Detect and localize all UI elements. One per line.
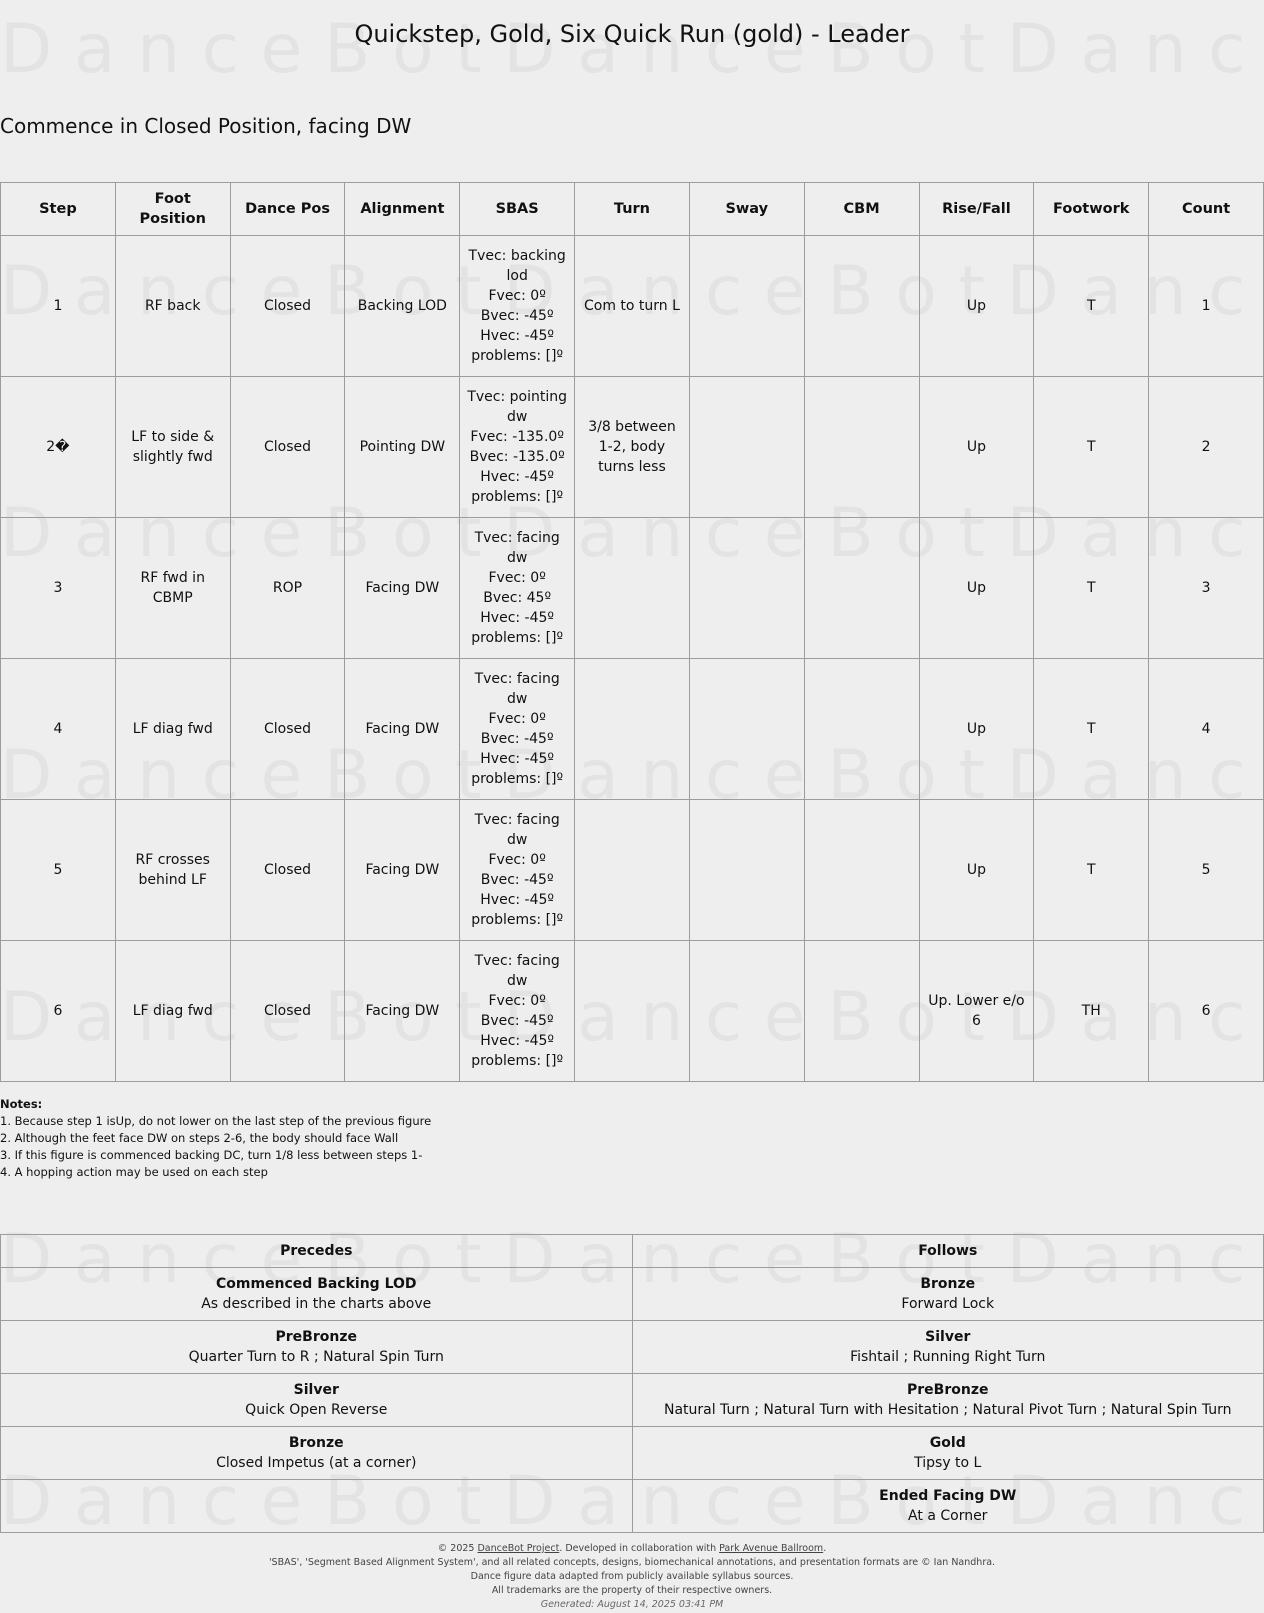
follows-cell bbox=[632, 1480, 1264, 1533]
sway-cell bbox=[689, 236, 804, 377]
foot-position-cell: LF to side & slightly fwd bbox=[115, 377, 230, 518]
footwork-cell: TH bbox=[1034, 941, 1149, 1082]
dance-pos-cell: Closed bbox=[230, 800, 345, 941]
sbas-bvec: Bvec: 45º bbox=[483, 590, 552, 606]
sbas-hvec: Hvec: -45º bbox=[480, 1033, 555, 1049]
sway-cell bbox=[689, 518, 804, 659]
step-cell: 2� bbox=[1, 377, 116, 518]
sbas-fvec: Fvec: 0º bbox=[488, 711, 546, 727]
notes-heading: Notes: bbox=[0, 1097, 43, 1111]
sbas-hvec: Hvec: -45º bbox=[480, 751, 555, 767]
sbas-tvec: Tvec: pointing dw bbox=[467, 389, 567, 425]
cbm-cell bbox=[804, 236, 919, 377]
footwork-cell: T bbox=[1034, 236, 1149, 377]
table-row bbox=[1, 659, 1264, 800]
note-item: 2. Although the feet face DW on steps 2-6, the body should face Wall bbox=[0, 1131, 399, 1145]
column-header-follows: Follows bbox=[632, 1235, 1264, 1268]
count-cell: 1 bbox=[1149, 236, 1264, 377]
sbas-problems: problems: []º bbox=[471, 912, 564, 928]
column-header-count: Count bbox=[1149, 183, 1264, 236]
follows-group: Bronze bbox=[920, 1276, 976, 1292]
follows-cell bbox=[632, 1321, 1264, 1374]
dance-pos-cell: Closed bbox=[230, 236, 345, 377]
cbm-cell bbox=[804, 659, 919, 800]
sbas-bvec: Bvec: -135.0º bbox=[469, 449, 565, 465]
table-row bbox=[1, 236, 1264, 377]
sbas-tvec: Tvec: facing dw bbox=[474, 953, 560, 989]
commence-heading: Commence in Closed Position, facing DW bbox=[0, 114, 412, 138]
footer-line-source: Dance figure data adapted from publicly available syllabus sources. bbox=[470, 1571, 794, 1582]
cbm-cell bbox=[804, 377, 919, 518]
alignment-cell: Backing LOD bbox=[345, 236, 460, 377]
precedes-cell bbox=[1, 1374, 633, 1427]
footer bbox=[0, 1542, 1264, 1612]
follows-cell bbox=[632, 1268, 1264, 1321]
follows-group: PreBronze bbox=[907, 1382, 989, 1398]
footer-line-sbas: 'SBAS', 'Segment Based Alignment System', and all related concepts, designs, biomechanical annotations, and presentation formats are © Ian Nandhra. bbox=[268, 1557, 996, 1568]
footer-line-copyright bbox=[0, 1542, 1264, 1556]
dance-pos-cell: ROP bbox=[230, 518, 345, 659]
sbas-hvec: Hvec: -45º bbox=[480, 328, 555, 344]
footwork-cell: T bbox=[1034, 659, 1149, 800]
turn-cell bbox=[575, 659, 690, 800]
follows-figures: Natural Turn ; Natural Turn with Hesitation ; Natural Pivot Turn ; Natural Spin Turn bbox=[663, 1402, 1232, 1418]
rise-fall-cell: Up. Lower e/o 6 bbox=[919, 941, 1034, 1082]
sbas-fvec: Fvec: 0º bbox=[488, 570, 546, 586]
foot-position-cell: RF back bbox=[115, 236, 230, 377]
column-header-footwork: Footwork bbox=[1034, 183, 1149, 236]
column-header-foot-position: Foot Position bbox=[115, 183, 230, 236]
cbm-cell bbox=[804, 800, 919, 941]
footer-line-trademarks: All trademarks are the property of their respective owners. bbox=[491, 1585, 773, 1596]
precedes-follows-table bbox=[0, 1234, 1264, 1533]
column-header-dance-pos: Dance Pos bbox=[230, 183, 345, 236]
precedes-figures: Quarter Turn to R ; Natural Spin Turn bbox=[188, 1349, 444, 1365]
sbas-hvec: Hvec: -45º bbox=[480, 610, 555, 626]
follows-figures: Tipsy to L bbox=[914, 1455, 982, 1471]
alignment-cell: Facing DW bbox=[345, 800, 460, 941]
step-cell: 5 bbox=[1, 800, 116, 941]
column-header-sbas: SBAS bbox=[460, 183, 575, 236]
table-row bbox=[1, 1268, 1264, 1321]
count-cell: 5 bbox=[1149, 800, 1264, 941]
column-header-cbm: CBM bbox=[804, 183, 919, 236]
precedes-cell bbox=[1, 1268, 633, 1321]
column-header-step: Step bbox=[1, 183, 116, 236]
foot-position-cell: RF fwd in CBMP bbox=[115, 518, 230, 659]
alignment-cell: Facing DW bbox=[345, 518, 460, 659]
count-cell: 3 bbox=[1149, 518, 1264, 659]
count-cell: 4 bbox=[1149, 659, 1264, 800]
sway-cell bbox=[689, 941, 804, 1082]
table-row bbox=[1, 941, 1264, 1082]
precedes-figures: Closed Impetus (at a corner) bbox=[216, 1455, 417, 1471]
foot-position-cell: RF crosses behind LF bbox=[115, 800, 230, 941]
turn-cell bbox=[575, 518, 690, 659]
turn-cell: Com to turn L bbox=[575, 236, 690, 377]
follows-figures: At a Corner bbox=[908, 1508, 988, 1524]
count-cell: 6 bbox=[1149, 941, 1264, 1082]
sbas-cell bbox=[460, 518, 575, 659]
footwork-cell: T bbox=[1034, 518, 1149, 659]
column-header-precedes: Precedes bbox=[1, 1235, 633, 1268]
sbas-problems: problems: []º bbox=[471, 630, 564, 646]
sbas-fvec: Fvec: 0º bbox=[488, 288, 546, 304]
step-cell: 3 bbox=[1, 518, 116, 659]
dance-pos-cell: Closed bbox=[230, 377, 345, 518]
follows-figures: Forward Lock bbox=[901, 1296, 995, 1312]
sbas-problems: problems: []º bbox=[471, 348, 564, 364]
park-avenue-ballroom-link[interactable]: Park Avenue Ballroom bbox=[719, 1543, 824, 1554]
notes-section bbox=[0, 1096, 431, 1181]
sbas-bvec: Bvec: -45º bbox=[480, 308, 554, 324]
footer-period: . bbox=[823, 1543, 827, 1554]
precedes-cell bbox=[1, 1321, 633, 1374]
footwork-cell: T bbox=[1034, 377, 1149, 518]
column-header-sway: Sway bbox=[689, 183, 804, 236]
alignment-cell: Pointing DW bbox=[345, 377, 460, 518]
table-row bbox=[1, 518, 1264, 659]
sbas-cell bbox=[460, 800, 575, 941]
follows-group: Ended Facing DW bbox=[879, 1488, 1017, 1504]
step-cell: 1 bbox=[1, 236, 116, 377]
sbas-cell bbox=[460, 377, 575, 518]
sway-cell bbox=[689, 377, 804, 518]
rise-fall-cell: Up bbox=[919, 800, 1034, 941]
table-row bbox=[1, 800, 1264, 941]
note-item: 3. If this figure is commenced backing DC, turn 1/8 less between steps 1- bbox=[0, 1148, 423, 1162]
follows-cell bbox=[632, 1374, 1264, 1427]
precedes-group: Commenced Backing LOD bbox=[215, 1276, 417, 1292]
sbas-cell bbox=[460, 659, 575, 800]
sbas-problems: problems: []º bbox=[471, 1053, 564, 1069]
precedes-group: Bronze bbox=[288, 1435, 344, 1451]
follows-cell bbox=[632, 1427, 1264, 1480]
cbm-cell bbox=[804, 941, 919, 1082]
footer-copyright-prefix: © 2025 bbox=[437, 1543, 478, 1554]
sbas-cell bbox=[460, 236, 575, 377]
rise-fall-cell: Up bbox=[919, 659, 1034, 800]
step-cell: 6 bbox=[1, 941, 116, 1082]
rise-fall-cell: Up bbox=[919, 518, 1034, 659]
footwork-cell: T bbox=[1034, 800, 1149, 941]
footer-collab-text: . Developed in collaboration with bbox=[559, 1543, 720, 1554]
follows-group: Gold bbox=[929, 1435, 966, 1451]
note-item: 1. Because step 1 isUp, do not lower on the last step of the previous figure bbox=[0, 1114, 432, 1128]
cbm-cell bbox=[804, 518, 919, 659]
sbas-fvec: Fvec: -135.0º bbox=[470, 429, 564, 445]
sbas-tvec: Tvec: facing dw bbox=[474, 671, 560, 707]
turn-cell bbox=[575, 941, 690, 1082]
follows-group: Silver bbox=[925, 1329, 971, 1345]
steps-header-row bbox=[1, 183, 1264, 236]
alignment-cell: Facing DW bbox=[345, 659, 460, 800]
table-row bbox=[1, 1321, 1264, 1374]
sbas-cell bbox=[460, 941, 575, 1082]
links-header-row bbox=[1, 1235, 1264, 1268]
precedes-cell bbox=[1, 1480, 633, 1533]
precedes-group: Silver bbox=[293, 1382, 339, 1398]
rise-fall-cell: Up bbox=[919, 377, 1034, 518]
column-header-alignment: Alignment bbox=[345, 183, 460, 236]
foot-position-cell: LF diag fwd bbox=[115, 941, 230, 1082]
sbas-problems: problems: []º bbox=[471, 771, 564, 787]
sbas-bvec: Bvec: -45º bbox=[480, 872, 554, 888]
turn-cell bbox=[575, 800, 690, 941]
turn-cell: 3/8 between 1-2, body turns less bbox=[575, 377, 690, 518]
count-cell: 2 bbox=[1149, 377, 1264, 518]
sbas-hvec: Hvec: -45º bbox=[480, 469, 555, 485]
table-row bbox=[1, 1427, 1264, 1480]
sbas-bvec: Bvec: -45º bbox=[480, 1013, 554, 1029]
sbas-fvec: Fvec: 0º bbox=[488, 852, 546, 868]
follows-figures: Fishtail ; Running Right Turn bbox=[850, 1349, 1046, 1365]
sbas-tvec: Tvec: facing dw bbox=[474, 812, 560, 848]
sway-cell bbox=[689, 659, 804, 800]
footer-generated: Generated: August 14, 2025 03:41 PM bbox=[540, 1599, 724, 1610]
precedes-cell bbox=[1, 1427, 633, 1480]
page-title: Quickstep, Gold, Six Quick Run (gold) - Leader bbox=[354, 20, 910, 48]
column-header-turn: Turn bbox=[575, 183, 690, 236]
rise-fall-cell: Up bbox=[919, 236, 1034, 377]
precedes-figures: As described in the charts above bbox=[201, 1296, 432, 1312]
sway-cell bbox=[689, 800, 804, 941]
dance-pos-cell: Closed bbox=[230, 941, 345, 1082]
precedes-group: PreBronze bbox=[275, 1329, 357, 1345]
dancebot-project-link[interactable]: DanceBot Project bbox=[477, 1543, 560, 1554]
sbas-tvec: Tvec: backing lod bbox=[468, 248, 566, 284]
table-row bbox=[1, 377, 1264, 518]
step-cell: 4 bbox=[1, 659, 116, 800]
sbas-hvec: Hvec: -45º bbox=[480, 892, 555, 908]
steps-table bbox=[0, 182, 1264, 1082]
sbas-fvec: Fvec: 0º bbox=[488, 993, 546, 1009]
foot-position-cell: LF diag fwd bbox=[115, 659, 230, 800]
sbas-tvec: Tvec: facing dw bbox=[474, 530, 560, 566]
alignment-cell: Facing DW bbox=[345, 941, 460, 1082]
column-header-rise-fall: Rise/Fall bbox=[919, 183, 1034, 236]
table-row bbox=[1, 1374, 1264, 1427]
dance-pos-cell: Closed bbox=[230, 659, 345, 800]
note-item: 4. A hopping action may be used on each step bbox=[0, 1165, 268, 1179]
table-row bbox=[1, 1480, 1264, 1533]
precedes-figures: Quick Open Reverse bbox=[245, 1402, 388, 1418]
sbas-problems: problems: []º bbox=[471, 489, 564, 505]
sbas-bvec: Bvec: -45º bbox=[480, 731, 554, 747]
